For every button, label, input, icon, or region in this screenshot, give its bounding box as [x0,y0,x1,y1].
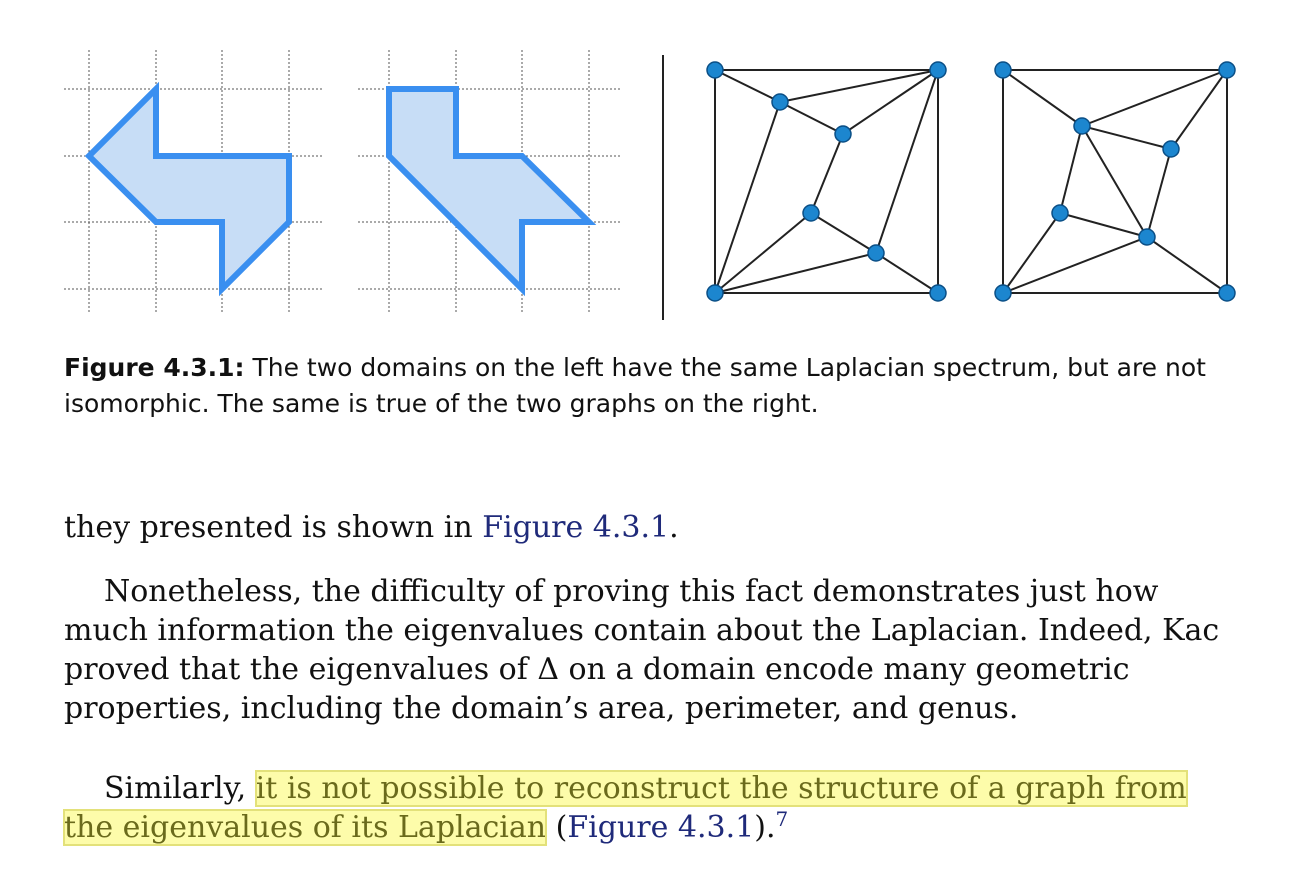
paragraph-1 [64,508,1244,547]
caption-text: The two domains on the left have the same Laplacian spectrum, but are not isomorphic. The same is true of the two graphs on the right. [64,353,1206,418]
figure-isospectral [0,0,1295,330]
graph-1 [715,70,938,293]
p1-text-after: . [669,510,679,545]
graph-2 [1003,70,1227,293]
p3-text-before: Similarly, [104,771,256,806]
paragraph-3 [64,769,1244,847]
p3-text-after: ). [754,810,776,845]
paragraph-2 [64,572,1244,728]
p2-text-2: on a domain encode many geometric properties, including the domain’s area, perimeter, and genus. [64,652,1130,726]
highlighted-text[interactable]: it is not possible to reconstruct the structure of a graph from the eigenvalues of its Laplacian [64,771,1187,845]
p2-text-1: Nonetheless, the difficulty of proving this fact demonstrates just how much information the eigenvalues contain about the Laplacian. Indeed, Kac proved that the eigenvalues of [64,574,1220,687]
laplacian-symbol: Δ [537,652,560,687]
p1-text-before: they presented is shown in [64,510,483,545]
p3-text-between: ( [546,810,568,845]
caption-label: Figure 4.3.1: [64,353,245,382]
figure-link[interactable]: Figure 4.3.1 [567,810,755,845]
footnote-marker[interactable]: 7 [775,807,789,831]
figure-caption [64,350,1244,422]
domain-shape-2 [389,89,589,289]
figure-link[interactable]: Figure 4.3.1 [482,510,670,545]
domain-shape-1 [89,89,289,289]
